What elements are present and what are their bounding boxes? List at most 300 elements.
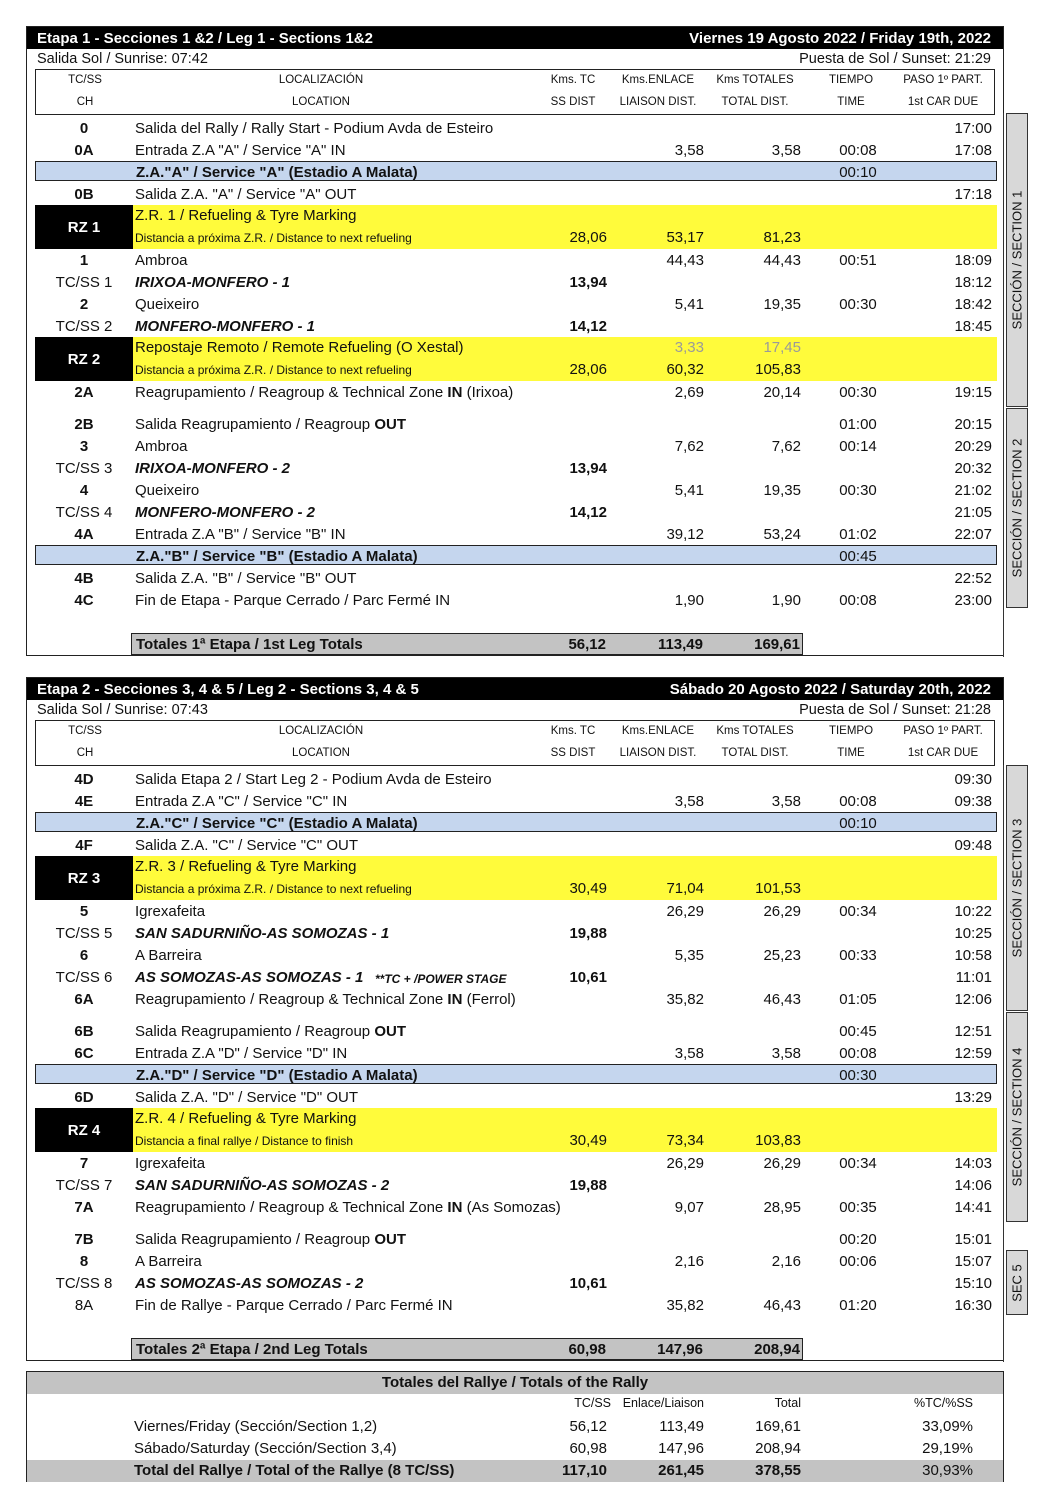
first-car-due: 16:30 [954, 1297, 992, 1314]
location: AS SOMOZAS-AS SOMOZAS - 1 [135, 969, 364, 986]
first-car-due: 22:52 [954, 570, 992, 587]
column-header-ss: SS DIST [550, 747, 596, 759]
section-label: SECCIÓN / SECTION 1 [1009, 190, 1025, 330]
control-code: 4E [74, 793, 94, 810]
service-location: Z.A."D" / Service "D" (Estadio A Malata) [136, 1067, 418, 1084]
control-code: 4F [75, 837, 93, 854]
column-header-liaison: LIAISON DIST. [619, 747, 697, 759]
first-car-due: 15:10 [954, 1275, 992, 1292]
refuel-zone-row [27, 205, 997, 249]
control-code: 0A [74, 142, 94, 159]
control-row [27, 293, 997, 315]
total-distance: 19,35 [763, 296, 801, 313]
leg-title: Etapa 1 - Secciones 1 &2 / Leg 1 - Sections 1&2 [37, 29, 373, 47]
first-car-due: 18:12 [954, 274, 992, 291]
control-code: 4A [74, 526, 94, 543]
ss-distance: 10,61 [569, 969, 607, 986]
control-code: 4B [74, 570, 94, 587]
column-header-liaison: Kms.ENLACE [621, 725, 695, 737]
service-row [35, 161, 997, 181]
control-code: 6A [74, 991, 94, 1008]
total-distance: 46,43 [763, 1297, 801, 1314]
first-car-due: 20:32 [954, 460, 992, 477]
control-row [27, 589, 997, 611]
location: Entrada Z.A "B" / Service "B" IN [135, 526, 346, 543]
control-row [27, 1250, 997, 1272]
control-code: 7 [79, 1155, 89, 1172]
location: Igrexafeita [135, 903, 206, 920]
total-distance: 20,14 [763, 384, 801, 401]
location: Reagrupamiento / Reagroup & Technical Zone IN (Irixoa) [135, 384, 514, 401]
first-car-due: 20:29 [954, 438, 992, 455]
first-car-due: 13:29 [954, 1089, 992, 1106]
section-divider-line [1003, 113, 1004, 657]
time: 00:08 [839, 793, 877, 810]
time: 01:02 [839, 526, 877, 543]
time: 01:20 [839, 1297, 877, 1314]
refuel-zone-label: RZ 2 [35, 337, 133, 381]
liaison-distance: 7,62 [674, 438, 704, 455]
first-car-due: 18:42 [954, 296, 992, 313]
column-header-time: TIEMPO [828, 74, 874, 86]
time: 01:00 [839, 416, 877, 433]
total-distance: 46,43 [763, 991, 801, 1008]
ss-distance: 19,88 [569, 925, 607, 942]
control-code: 5 [79, 903, 89, 920]
sun-times [27, 700, 1003, 720]
refuel-title: Repostaje Remoto / Remote Refueling (O Xestal) [135, 339, 464, 356]
row-pct: 29,19% [922, 1440, 973, 1457]
liaison-distance: 35,82 [666, 991, 704, 1008]
refuel-total: 103,83 [755, 1132, 801, 1149]
refuel-distance-label: Distancia a próxima Z.R. / Distance to next refueling [135, 882, 412, 896]
control-row [27, 988, 997, 1010]
control-code: 0 [79, 120, 89, 137]
total-distance: 3,58 [771, 793, 801, 810]
totals-liaison: 147,96 [657, 1341, 703, 1358]
total-distance: 2,16 [771, 1253, 801, 1270]
row-total: 169,61 [755, 1418, 801, 1435]
refuel-ss: 30,49 [569, 880, 607, 897]
first-car-due: 10:58 [954, 947, 992, 964]
control-code: 6D [74, 1089, 94, 1106]
column-header-total: Kms TOTALES [716, 74, 794, 86]
column-header-due: PASO 1º PART. [903, 74, 983, 86]
total-distance: 53,24 [763, 526, 801, 543]
first-car-due: 09:38 [954, 793, 992, 810]
totals-label: Totales 2ª Etapa / 2nd Leg Totals [136, 1341, 368, 1358]
leg-date: Sábado 20 Agosto 2022 / Saturday 20th, 2022 [669, 680, 991, 698]
control-code: 4C [74, 592, 94, 609]
row-label: Viernes/Friday (Sección/Section 1,2) [134, 1418, 378, 1435]
refuel-title: Z.R. 3 / Refueling & Tyre Marking [135, 858, 357, 875]
column-header-location: LOCATION [292, 747, 350, 759]
totals-total: 208,94 [754, 1341, 800, 1358]
leg-1-table [26, 26, 1004, 656]
row-liaison: 261,45 [658, 1462, 704, 1479]
service-row [35, 812, 997, 832]
first-car-due: 20:15 [954, 416, 992, 433]
section-2-tab [1006, 408, 1028, 608]
location: Ambroa [135, 252, 188, 269]
rally-totals-header-row [27, 1394, 1003, 1416]
totals-ss: 60,98 [568, 1341, 606, 1358]
location: Fin de Rallye - Parque Cerrado / Parc Fermé IN [135, 1297, 453, 1314]
time: 00:51 [839, 252, 877, 269]
column-header-ss: Kms. TC [550, 74, 596, 86]
column-header-time: TIME [837, 747, 865, 759]
rally-totals-row [27, 1460, 1003, 1482]
row-liaison: 147,96 [658, 1440, 704, 1457]
liaison-distance: 26,29 [666, 903, 704, 920]
section-label: SECCIÓN / SECTION 3 [1009, 818, 1025, 958]
location: Ambroa [135, 438, 188, 455]
control-row [27, 834, 997, 856]
location: Igrexafeita [135, 1155, 206, 1172]
control-row [27, 1294, 997, 1316]
stage-row [27, 966, 997, 988]
column-header-location: LOCALIZACIÓN [278, 725, 364, 737]
control-code: 8A [74, 1297, 94, 1314]
time: 01:05 [839, 991, 877, 1008]
first-car-due: 21:02 [954, 482, 992, 499]
first-car-due: 23:00 [954, 592, 992, 609]
location: SAN SADURNIÑO-AS SOMOZAS - 1 [135, 925, 390, 942]
first-car-due: 14:06 [954, 1177, 992, 1194]
row-pct: 30,93% [922, 1462, 973, 1479]
section-label: SECCIÓN / SECTION 2 [1009, 438, 1025, 578]
location: A Barreira [135, 1253, 202, 1270]
control-code: 8 [79, 1253, 89, 1270]
location: Reagrupamiento / Reagroup & Technical Zone IN (As Somozas) [135, 1199, 561, 1216]
first-car-due: 17:18 [954, 186, 992, 203]
liaison-distance: 3,58 [674, 142, 704, 159]
refuel-distance-label: Distancia a próxima Z.R. / Distance to next refueling [135, 231, 412, 245]
refuel-remote-total: 17,45 [763, 339, 801, 356]
liaison-distance: 1,90 [674, 592, 704, 609]
first-car-due: 15:07 [954, 1253, 992, 1270]
first-car-due: 15:01 [954, 1231, 992, 1248]
location: IRIXOA-MONFERO - 2 [135, 460, 291, 477]
control-row [27, 139, 997, 161]
service-time: 00:10 [839, 815, 877, 832]
ss-distance: 13,94 [569, 274, 607, 291]
ss-distance: 14,12 [569, 318, 607, 335]
control-row [27, 1228, 997, 1250]
refuel-zone-row [27, 856, 997, 900]
control-row [27, 768, 997, 790]
refuel-liaison: 71,04 [666, 880, 704, 897]
first-car-due: 14:03 [954, 1155, 992, 1172]
time: 00:30 [839, 482, 877, 499]
column-header-ss: Kms. TC [550, 725, 596, 737]
ss-distance: 10,61 [569, 1275, 607, 1292]
first-car-due: 19:15 [954, 384, 992, 401]
service-location: Z.A."B" / Service "B" (Estadio A Malata) [136, 548, 418, 565]
column-header-location: LOCATION [292, 96, 350, 108]
time: 00:08 [839, 142, 877, 159]
refuel-zone-label: RZ 4 [35, 1108, 133, 1152]
first-car-due: 09:30 [954, 771, 992, 788]
total-distance: 26,29 [763, 903, 801, 920]
location: Salida Etapa 2 / Start Leg 2 - Podium Avda de Esteiro [135, 771, 492, 788]
column-header-location: LOCALIZACIÓN [278, 74, 364, 86]
location: Salida Reagrupamiento / Reagroup OUT [135, 1023, 406, 1040]
refuel-zone-row [27, 337, 997, 381]
first-car-due: 17:00 [954, 120, 992, 137]
time: 00:14 [839, 438, 877, 455]
service-time: 00:10 [839, 164, 877, 181]
refuel-title: Z.R. 4 / Refueling & Tyre Marking [135, 1110, 357, 1127]
column-header-ch: TC/SS [68, 725, 102, 737]
control-row [27, 523, 997, 545]
control-code: TC/SS 5 [55, 925, 113, 942]
control-row [27, 900, 997, 922]
section-divider-line [1003, 765, 1004, 1362]
refuel-liaison: 73,34 [666, 1132, 704, 1149]
control-row [27, 567, 997, 589]
service-row [35, 1064, 997, 1084]
sunrise: Salida Sol / Sunrise: 07:43 [37, 702, 208, 718]
first-car-due: 21:05 [954, 504, 992, 521]
control-code: 2A [74, 384, 94, 401]
location: Queixeiro [135, 482, 200, 499]
total-distance: 1,90 [771, 592, 801, 609]
col-total: Total [774, 1396, 801, 1410]
first-car-due: 12:51 [954, 1023, 992, 1040]
total-distance: 7,62 [771, 438, 801, 455]
leg-title: Etapa 2 - Secciones 3, 4 & 5 / Leg 2 - Sections 3, 4 & 5 [37, 680, 419, 698]
location: Salida Reagrupamiento / Reagroup OUT [135, 1231, 406, 1248]
service-location: Z.A."C" / Service "C" (Estadio A Malata) [136, 815, 418, 832]
time: 00:35 [839, 1199, 877, 1216]
location: SAN SADURNIÑO-AS SOMOZAS - 2 [135, 1177, 390, 1194]
liaison-distance: 2,69 [674, 384, 704, 401]
rally-totals-row [27, 1416, 1003, 1438]
stage-row [27, 271, 997, 293]
control-code: 3 [79, 438, 89, 455]
location: IRIXOA-MONFERO - 1 [135, 274, 291, 291]
control-row [27, 435, 997, 457]
totals-label: Totales 1ª Etapa / 1st Leg Totals [136, 636, 363, 653]
service-row [35, 545, 997, 565]
location: Salida Z.A. "A" / Service "A" OUT [135, 186, 357, 203]
time: 00:34 [839, 1155, 877, 1172]
column-header-total: Kms TOTALES [716, 725, 794, 737]
col-liaison: Enlace/Liaison [622, 1396, 704, 1410]
control-code: TC/SS 6 [55, 969, 113, 986]
refuel-total: 105,83 [755, 361, 801, 378]
totals-ss: 56,12 [568, 636, 606, 653]
column-header-time: TIEMPO [828, 725, 874, 737]
stage-row [27, 1272, 997, 1294]
control-code: TC/SS 7 [55, 1177, 113, 1194]
ss-distance: 19,88 [569, 1177, 607, 1194]
column-header-liaison: Kms.ENLACE [621, 74, 695, 86]
row-pct: 33,09% [922, 1418, 973, 1435]
liaison-distance: 3,58 [674, 793, 704, 810]
stage-row [27, 457, 997, 479]
stage-row [27, 315, 997, 337]
first-car-due: 22:07 [954, 526, 992, 543]
time: 00:33 [839, 947, 877, 964]
liaison-distance: 26,29 [666, 1155, 704, 1172]
sunset: Puesta de Sol / Sunset: 21:29 [799, 51, 991, 67]
column-header [35, 720, 995, 766]
time: 00:45 [839, 1023, 877, 1040]
location: Queixeiro [135, 296, 200, 313]
col-pct: %TC/%SS [913, 1396, 973, 1410]
refuel-distance-label: Distancia a final rallye / Distance to finish [135, 1134, 354, 1148]
control-code: 0B [74, 186, 94, 203]
row-ss: 117,10 [561, 1462, 607, 1479]
sunrise: Salida Sol / Sunrise: 07:42 [37, 51, 208, 67]
refuel-remote-liaison: 3,33 [674, 339, 704, 356]
col-ss: TC/SS [574, 1396, 611, 1410]
stage-row [27, 922, 997, 944]
totals-total: 169,61 [754, 636, 800, 653]
control-row [27, 1020, 997, 1042]
refuel-total: 101,53 [755, 880, 801, 897]
column-header-total: TOTAL DIST. [721, 96, 789, 108]
section-5-tab [1006, 1250, 1028, 1315]
row-total: 378,55 [755, 1462, 801, 1479]
control-code: 6C [74, 1045, 94, 1062]
column-header-time: TIME [837, 96, 865, 108]
location: Salida Z.A. "B" / Service "B" OUT [135, 570, 357, 587]
control-row [27, 1152, 997, 1174]
column-header [35, 69, 995, 115]
control-code: 2 [79, 296, 89, 313]
location: Entrada Z.A "D" / Service "D" IN [135, 1045, 348, 1062]
section-3-tab [1006, 765, 1028, 1011]
first-car-due: 12:59 [954, 1045, 992, 1062]
row-liaison: 113,49 [659, 1418, 704, 1435]
location: AS SOMOZAS-AS SOMOZAS - 2 [135, 1275, 364, 1292]
row-label: Total del Rallye / Total of the Rallye (8 TC/SS) [134, 1462, 455, 1479]
control-code: TC/SS 2 [55, 318, 113, 335]
service-time: 00:45 [839, 548, 877, 565]
control-row [27, 1042, 997, 1064]
first-car-due: 18:09 [954, 252, 992, 269]
first-car-due: 17:08 [954, 142, 992, 159]
refuel-total: 81,23 [763, 229, 801, 246]
control-code: 7B [74, 1231, 94, 1248]
stage-row [27, 1174, 997, 1196]
service-location: Z.A."A" / Service "A" (Estadio A Malata) [136, 164, 418, 181]
column-header-due: PASO 1º PART. [903, 725, 983, 737]
leg-title-bar [27, 678, 1003, 700]
total-distance: 3,58 [771, 142, 801, 159]
refuel-liaison: 53,17 [666, 229, 704, 246]
refuel-liaison: 60,32 [666, 361, 704, 378]
sun-times [27, 49, 1003, 69]
control-code: 4D [74, 771, 94, 788]
liaison-distance: 44,43 [666, 252, 704, 269]
row-ss: 60,98 [569, 1440, 607, 1457]
service-time: 00:30 [839, 1067, 877, 1084]
control-row [27, 944, 997, 966]
rally-totals-title: Totales del Rallye / Totals of the Rally [27, 1372, 1003, 1394]
first-car-due: 10:25 [954, 925, 992, 942]
liaison-distance: 5,41 [674, 482, 704, 499]
column-header-due: 1st CAR DUE [907, 747, 979, 759]
ss-distance: 14,12 [569, 504, 607, 521]
column-header-liaison: LIAISON DIST. [619, 96, 697, 108]
location: A Barreira [135, 947, 202, 964]
first-car-due: 11:01 [955, 969, 992, 986]
location: Salida Reagrupamiento / Reagroup OUT [135, 416, 406, 433]
control-code: TC/SS 4 [55, 504, 113, 521]
control-code: 4 [79, 482, 89, 499]
ss-distance: 13,94 [569, 460, 607, 477]
refuel-zone-label: RZ 3 [35, 856, 133, 900]
time: 00:30 [839, 384, 877, 401]
rally-totals-row [27, 1438, 1003, 1460]
liaison-distance: 35,82 [666, 1297, 704, 1314]
column-header-ss: SS DIST [550, 96, 596, 108]
rally-totals-table [26, 1371, 1004, 1482]
row-total: 208,94 [755, 1440, 801, 1457]
stage-note: **TC + /POWER STAGE [375, 972, 507, 986]
row-label: Sábado/Saturday (Sección/Section 3,4) [134, 1440, 397, 1457]
control-code: 1 [79, 252, 89, 269]
location: Salida del Rally / Rally Start - Podium Avda de Esteiro [135, 120, 494, 137]
location: MONFERO-MONFERO - 1 [135, 318, 315, 335]
location: Fin de Etapa - Parque Cerrado / Parc Fermé IN [135, 592, 451, 609]
total-distance: 44,43 [763, 252, 801, 269]
stage-row [27, 501, 997, 523]
liaison-distance: 5,35 [674, 947, 704, 964]
section-label: SEC 5 [1009, 1263, 1025, 1302]
refuel-distance-label: Distancia a próxima Z.R. / Distance to next refueling [135, 363, 412, 377]
time: 00:30 [839, 296, 877, 313]
refuel-zone-row [27, 1108, 997, 1152]
control-code: TC/SS 3 [55, 460, 113, 477]
time: 00:06 [839, 1253, 877, 1270]
total-distance: 3,58 [771, 1045, 801, 1062]
control-row [27, 249, 997, 271]
liaison-distance: 9,07 [674, 1199, 704, 1216]
location: Entrada Z.A "A" / Service "A" IN [135, 142, 346, 159]
column-header-ch: CH [76, 747, 94, 759]
time: 00:20 [839, 1231, 877, 1248]
leg-date: Viernes 19 Agosto 2022 / Friday 19th, 2022 [689, 29, 991, 47]
leg-totals-row [131, 1338, 803, 1360]
column-header-total: TOTAL DIST. [721, 747, 789, 759]
column-header-ch: CH [76, 96, 94, 108]
time: 00:34 [839, 903, 877, 920]
location: Reagrupamiento / Reagroup & Technical Zone IN (Ferrol) [135, 991, 516, 1008]
liaison-distance: 2,16 [674, 1253, 704, 1270]
control-code: 6B [74, 1023, 94, 1040]
control-row [27, 183, 997, 205]
control-row [27, 790, 997, 812]
total-distance: 19,35 [763, 482, 801, 499]
leg-totals-row [131, 633, 803, 655]
totals-liaison: 113,49 [657, 636, 703, 653]
control-code: 6 [79, 947, 89, 964]
section-4-tab [1006, 1012, 1028, 1222]
total-distance: 28,95 [763, 1199, 801, 1216]
control-row [27, 117, 997, 139]
refuel-ss: 30,49 [569, 1132, 607, 1149]
time: 00:08 [839, 1045, 877, 1062]
control-code: TC/SS 1 [55, 274, 113, 291]
first-car-due: 18:45 [954, 318, 992, 335]
total-distance: 25,23 [763, 947, 801, 964]
column-header-ch: TC/SS [68, 74, 102, 86]
